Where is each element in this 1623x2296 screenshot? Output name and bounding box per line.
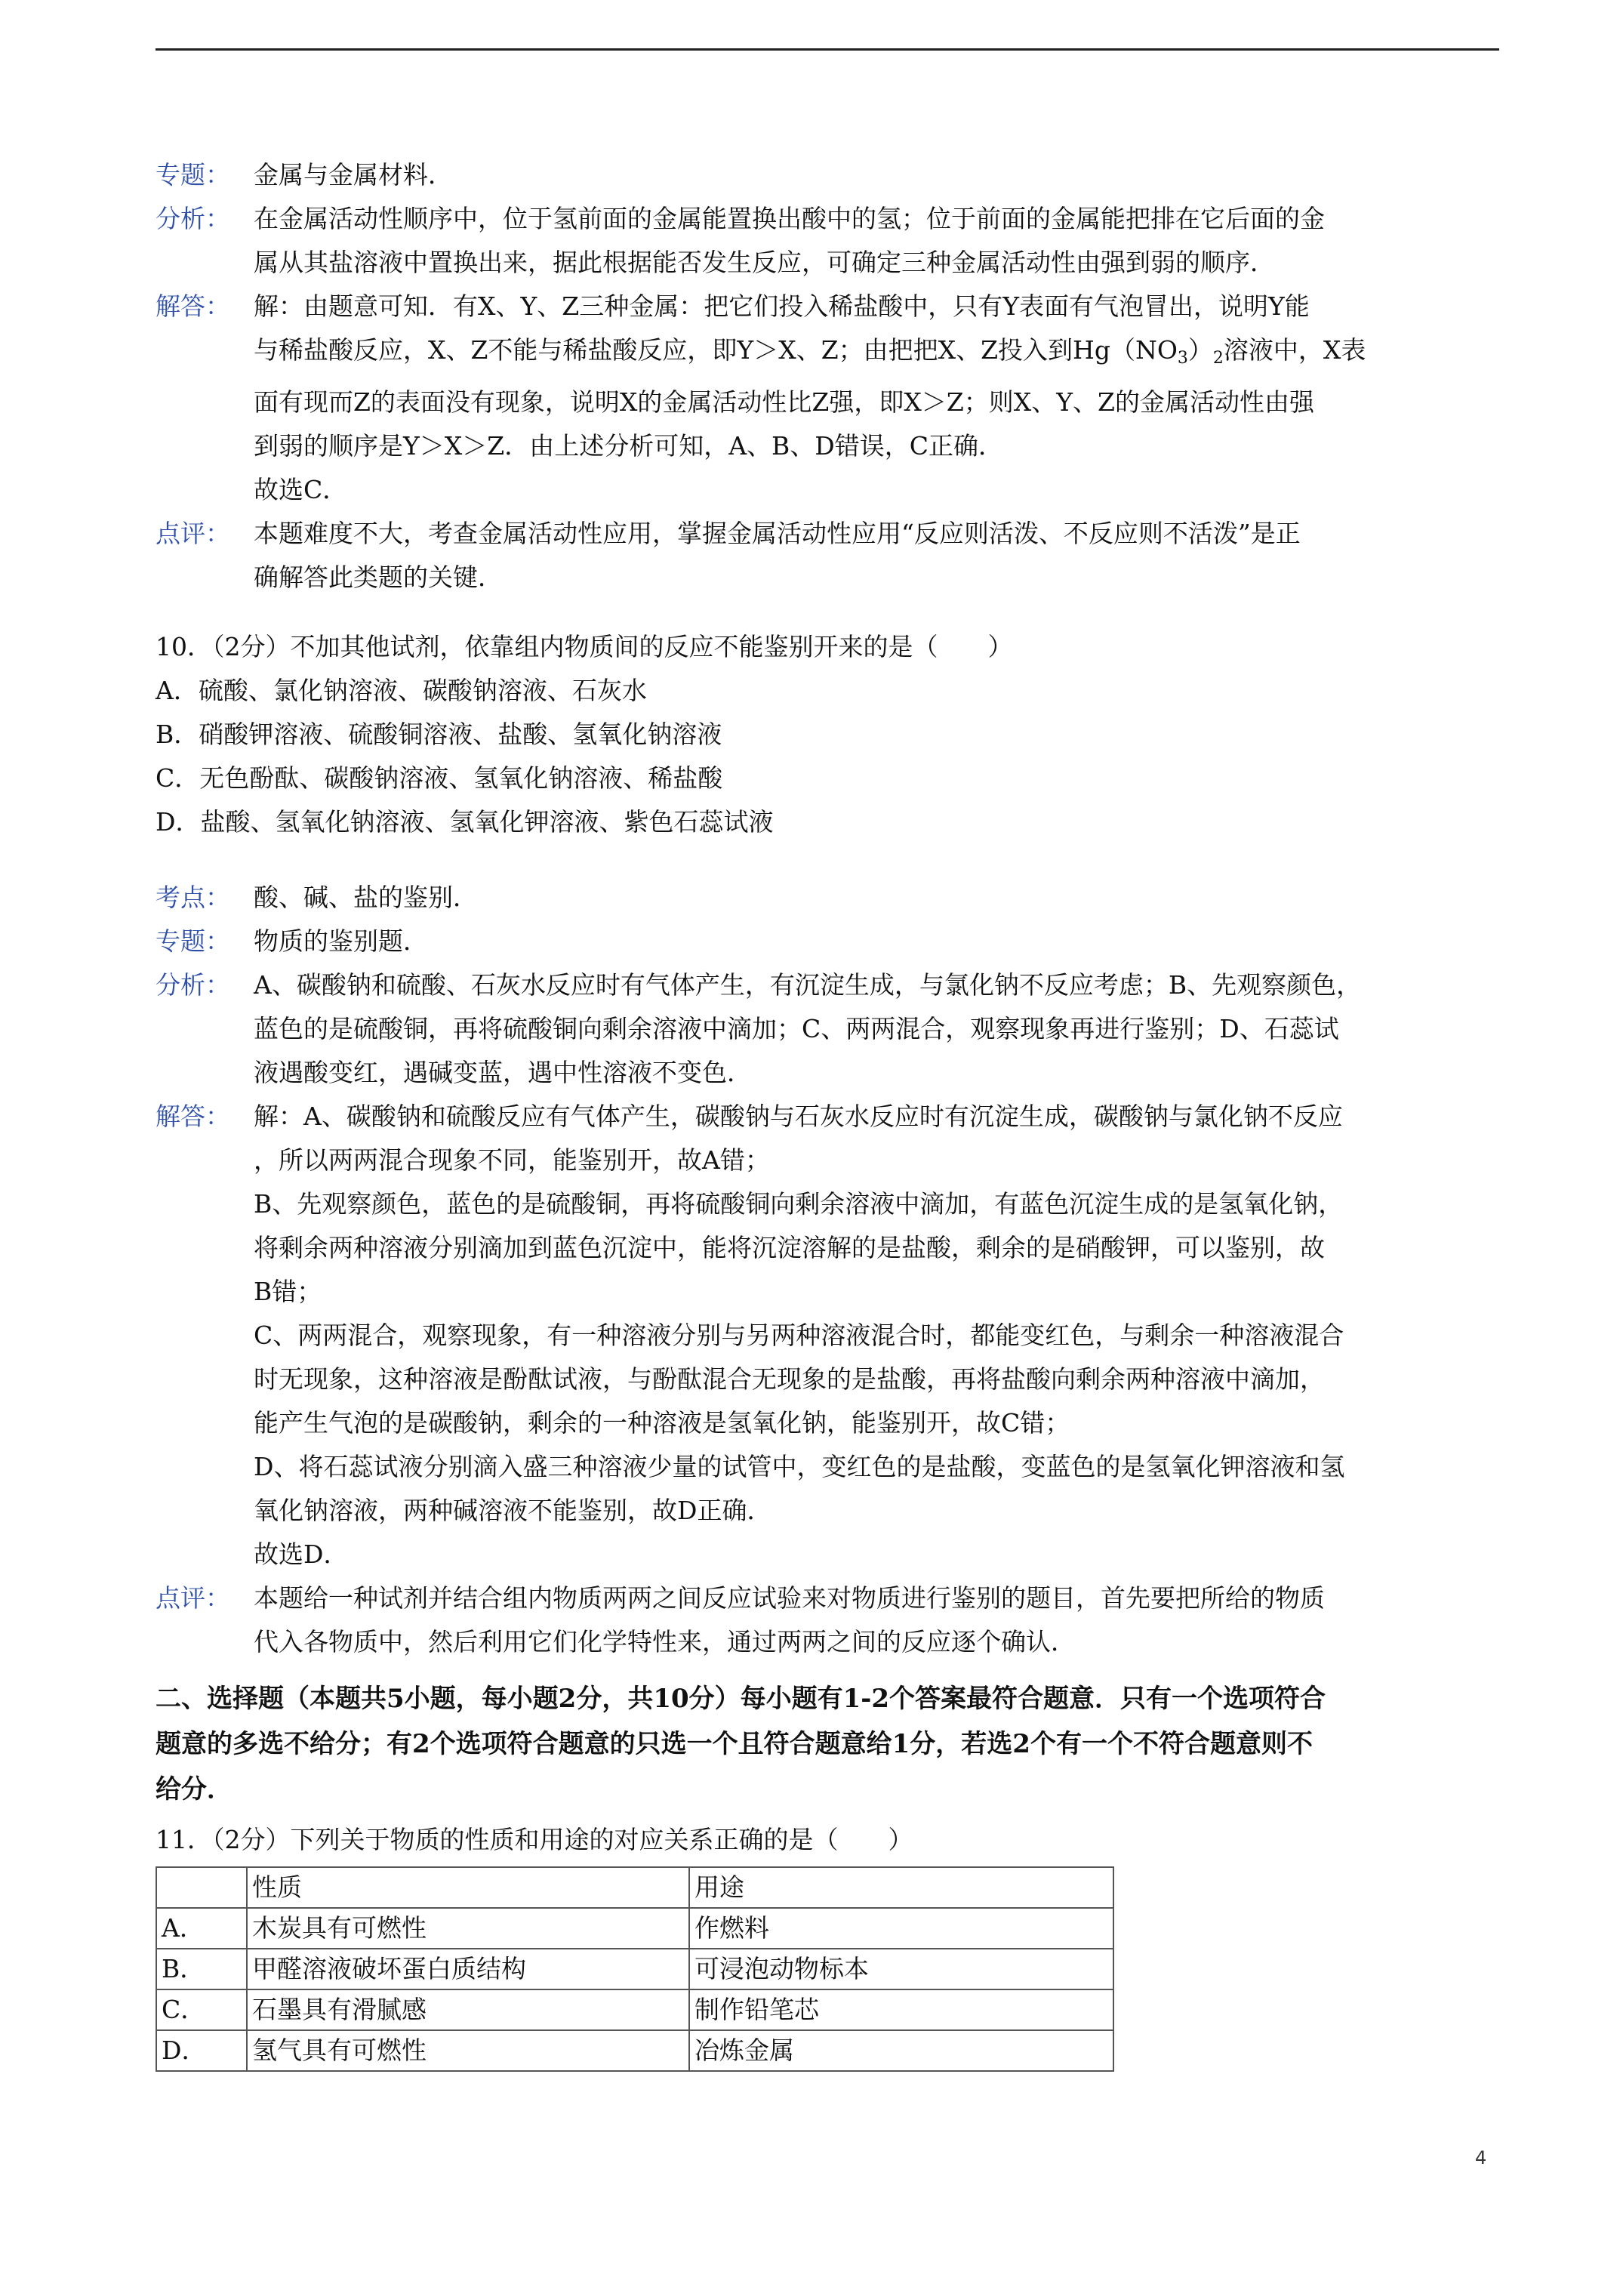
jieda-label: 解答： [156,1102,230,1131]
jieda-line: 氧化钠溶液，两种碱溶液不能鉴别，故D正确． [254,1496,772,1525]
fenxi-row [156,963,1499,1095]
jieda-line: 故选D． [254,1539,349,1569]
dianping-line: 代入各物质中，然后利用它们化学特性来，通过两两之间的反应逐个确认． [254,1627,1076,1657]
table-cell: 冶炼金属 [689,2030,1113,2071]
q9-analysis [156,153,1499,599]
table-cell: C． [156,1989,247,2030]
option-a: A．硫酸、氯化钠溶液、碳酸钠溶液、石灰水 [156,676,647,705]
table-cell: A． [156,1908,247,1949]
jieda-line: 解：A、碳酸钠和硫酸反应有气体产生，碳酸钠与石灰水反应时有沉淀生成，碳酸钠与氯化钠不反应 [254,1102,1343,1131]
dianping-label: 点评： [156,1583,230,1613]
fenxi-line: 液遇酸变红，遇碱变蓝，遇中性溶液不变色． [254,1058,752,1087]
section-heading [156,1676,1499,1812]
section-line: 给分． [156,1774,233,1804]
section-line: 题意的多选不给分；有2个选项符合题意的只选一个且符合题意给1分，若选2个有一个不符合题意则不 [156,1729,1313,1759]
fenxi-line: 蓝色的是硫酸铜，再将硫酸铜向剩余溶液中滴加；C、两两混合，观察现象再进行鉴别；D、石蕊试 [254,1014,1339,1043]
zhuanti-label: 专题： [156,160,230,190]
jieda-line: D、将石蕊试液分别滴入盛三种溶液少量的试管中，变红色的是盐酸，变蓝色的是氢氧化钾溶液和氢 [254,1452,1345,1481]
table-cell: 氢气具有可燃性 [247,2030,689,2071]
kaodian-text: 酸、碱、盐的鉴别． [254,883,478,912]
fenxi-row [156,197,1499,285]
question-10 [156,625,1499,844]
properties-table [156,1866,1114,2072]
dianping-label: 点评： [156,519,230,548]
jieda-line: 能产生气泡的是碳酸钠，剩余的一种溶液是氢氧化钠，能鉴别开，故C错； [254,1408,1070,1438]
table-header-cell: 性质 [247,1867,689,1908]
zhuanti-label: 专题： [156,926,230,956]
jieda-label: 解答： [156,291,230,321]
section-line: 二、选择题（本题共5小题，每小题2分，共10分）每小题有1-2个答案最符合题意．只有一个选项符合 [156,1684,1326,1714]
option-c: C．无色酚酞、碳酸钠溶液、氢氧化钠溶液、稀盐酸 [156,763,723,793]
fenxi-line: 属从其盐溶液中置换出来，据此根据能否发生反应，可确定三种金属活动性由强到弱的顺序． [254,248,1275,277]
jieda-line: 时无现象，这种溶液是酚酞试液，与酚酞混合无现象的是盐酸，再将盐酸向剩余两种溶液中滴加， [254,1364,1325,1394]
table-header-cell: 用途 [689,1867,1113,1908]
table-header-row [156,1867,1113,1908]
page-number: 4 [1475,2147,1487,2168]
jieda-line: 将剩余两种溶液分别滴加到蓝色沉淀中，能将沉淀溶解的是盐酸，剩余的是硝酸钾，可以鉴别，故 [254,1233,1325,1262]
zhuanti-row [156,920,1499,963]
zhuanti-row [156,153,1499,197]
table-cell: 可浸泡动物标本 [689,1949,1113,1989]
table-header-cell [156,1867,247,1908]
dianping-line: 确解答此类题的关键． [254,562,503,592]
table-cell: 作燃料 [689,1908,1113,1949]
fenxi-label: 分析： [156,204,230,233]
fenxi-label: 分析： [156,970,230,1000]
jieda-line: 到弱的顺序是Y＞X＞Z．由上述分析可知，A、B、D错误，C正确． [254,431,1003,461]
table-row [156,1908,1113,1949]
dianping-row [156,1576,1499,1664]
header-rule [156,48,1499,51]
jieda-line: 面有现而Z的表面没有现象，说明X的金属活动性比Z强，即X＞Z；则X、Y、Z的金属活动性由强 [254,387,1314,417]
fenxi-line: A、碳酸钠和硫酸、石灰水反应时有气体产生，有沉淀生成，与氯化钠不反应考虑；B、先观察颜色， [254,970,1362,1000]
question-stem: 10．（2分）不加其他试剂，依靠组内物质间的反应不能鉴别开来的是（ ） [156,632,1013,661]
kaodian-label: 考点： [156,883,230,912]
jieda-line: B错； [254,1277,322,1306]
fenxi-line: 在金属活动性顺序中，位于氢前面的金属能置换出酸中的氢；位于前面的金属能把排在它后面的金 [254,204,1325,233]
dianping-row [156,512,1499,599]
table-cell: 木炭具有可燃性 [247,1908,689,1949]
jieda-line: 故选C． [254,475,348,504]
zhuanti-text: 物质的鉴别题． [254,926,428,956]
table-cell: 石墨具有滑腻感 [247,1989,689,2030]
option-d: D．盐酸、氢氧化钠溶液、氢氧化钾溶液、紫色石蕊试液 [156,807,774,837]
table-cell: 甲醛溶液破坏蛋白质结构 [247,1949,689,1989]
jieda-row [156,285,1499,512]
jieda-line: C、两两混合，观察现象，有一种溶液分别与另两种溶液混合时，都能变红色，与剩余一种溶液混合 [254,1321,1344,1350]
dianping-line: 本题难度不大，考查金属活动性应用，掌握金属活动性应用“反应则活泼、不反应则不活泼”是正 [254,519,1301,548]
table-cell: B． [156,1949,247,1989]
zhuanti-text: 金属与金属材料． [254,160,453,190]
table-cell: D． [156,2030,247,2071]
jieda-row [156,1095,1499,1576]
kaodian-row [156,876,1499,920]
jieda-line: B、先观察颜色，蓝色的是硫酸铜，再将硫酸铜向剩余溶液中滴加，有蓝色沉淀生成的是氢氧化钠， [254,1189,1344,1219]
table-row [156,1949,1113,1989]
q10-analysis [156,876,1499,1664]
jieda-line: 与稀盐酸反应，X、Z不能与稀盐酸反应，即Y＞X、Z；由把把X、Z投入到$Hg(NO_3)_2$溶液中，X表 [254,335,1366,368]
question-stem: 11．（2分）下列关于物质的性质和用途的对应关系正确的是（ ） [156,1825,913,1854]
jieda-line: ，所以两两混合现象不同，能鉴别开，故A错； [254,1145,770,1175]
dianping-line: 本题给一种试剂并结合组内物质两两之间反应试验来对物质进行鉴别的题目，首先要把所给的物质 [254,1583,1325,1613]
question-11 [156,1818,1499,1862]
table-cell: 制作铅笔芯 [689,1989,1113,2030]
option-b: B．硝酸钾溶液、硫酸铜溶液、盐酸、氢氧化钠溶液 [156,720,722,749]
table-row [156,1989,1113,2030]
table-row [156,2030,1113,2071]
jieda-line: 解：由题意可知．有X、Y、Z三种金属：把它们投入稀盐酸中，只有Y表面有气泡冒出，说明Y能 [254,291,1310,321]
